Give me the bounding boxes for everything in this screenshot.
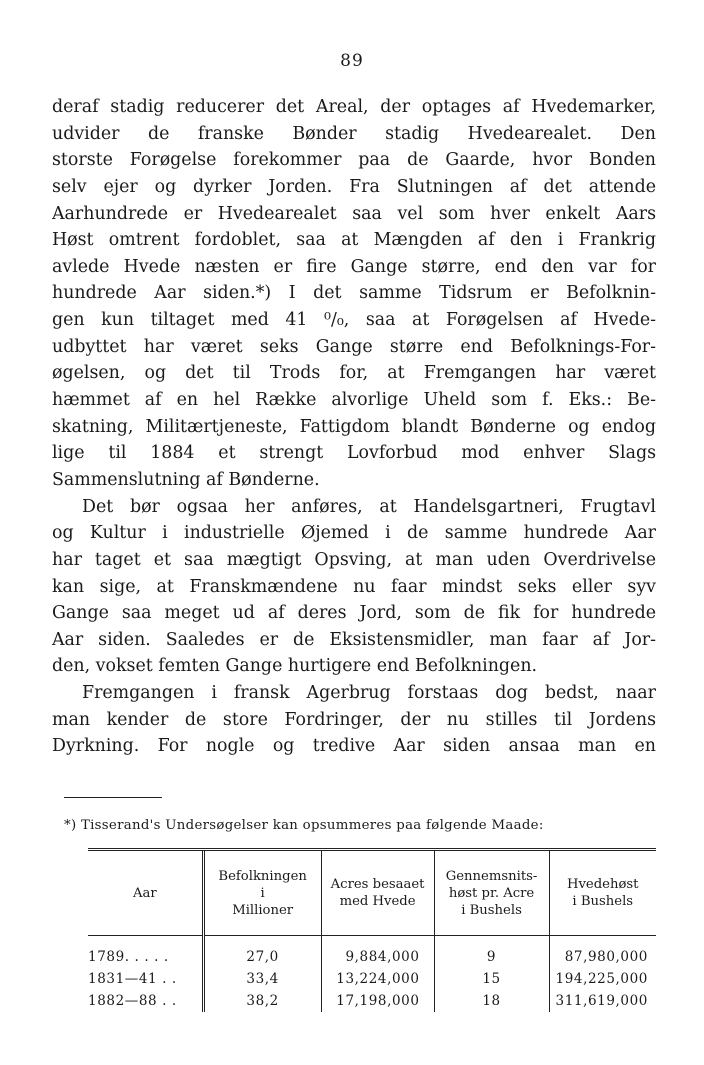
table-cell: 87,980,000: [549, 936, 656, 969]
table-cell: 15: [434, 968, 549, 990]
text-line: Aar siden. Saaledes er de Eksistensmidler, man faar af Jor-: [52, 629, 656, 650]
text-line: har taget et saa mægtigt Opsving, at man uden Overdrivelse: [52, 549, 656, 570]
body-text: [52, 94, 656, 760]
footnote-divider: [64, 797, 162, 798]
text-line: Dyrkning. For nogle og tredive Aar siden ansaa man en: [52, 736, 656, 757]
data-table: [88, 848, 656, 1012]
text-line: og Kultur i industrielle Øjemed i de samme hundrede Aar: [52, 523, 656, 544]
page-number: 89: [340, 51, 364, 71]
table-cell: 311,619,000: [549, 990, 656, 1012]
table-cell: 38,2: [203, 990, 321, 1012]
table-row: [88, 936, 656, 969]
table-cell: 194,225,000: [549, 968, 656, 990]
text-line: selv ejer og dyrker Jorden. Fra Slutningen af det attende: [52, 176, 656, 197]
text-line: lige til 1884 et strengt Lovforbud mod enhver Slags: [52, 443, 656, 464]
text-line: udvider de franske Bønder stadig Hvedearealet. Den: [52, 123, 656, 144]
text-line: storste Forøgelse forekommer paa de Gaarde, hvor Bonden: [52, 150, 656, 171]
footnote: *) Tisserand's Undersøgelser kan opsummeres paa følgende Maade:: [64, 818, 544, 833]
text-line: den, vokset femten Gange hurtigere end Befolkningen.: [52, 656, 538, 677]
text-line: avlede Hvede næsten er fire Gange større, end den var for: [52, 256, 656, 277]
table-cell: 9: [434, 936, 549, 969]
table-cell: 27,0: [203, 936, 321, 969]
text-line: Sammenslutning af Bønderne.: [52, 469, 320, 490]
header-cell: Aar: [133, 885, 157, 901]
header-cell: Hvedehøst i Bushels: [549, 851, 656, 936]
text-line: kan sige, at Franskmændene nu faar mindst seks eller syv: [52, 576, 656, 597]
text-line: Fremgangen i fransk Agerbrug forstaas dog bedst, naar: [82, 683, 656, 704]
table-row: [88, 968, 656, 990]
text-line: Gange saa meget ud af deres Jord, som de fik for hundrede: [52, 603, 656, 624]
table-cell: 1789. . . . .: [88, 949, 169, 965]
table-cell: 13,224,000: [321, 968, 434, 990]
header-cell: Befolkningen i Millioner: [203, 851, 321, 936]
table-cell: 17,198,000: [321, 990, 434, 1012]
text-line: Høst omtrent fordoblet, saa at Mængden af den i Frankrig: [52, 230, 656, 251]
text-line: hundrede Aar siden.*) I det samme Tidsrum er Befolknin-: [52, 283, 656, 304]
table-cell: 1831—41 . .: [88, 971, 177, 987]
text-line: man kender de store Fordringer, der nu stilles til Jordens: [52, 709, 656, 730]
text-line: Det bør ogsaa her anføres, at Handelsgartneri, Frugtavl: [82, 496, 656, 517]
text-line: udbyttet har været seks Gange større end Befolknings-For-: [52, 336, 656, 357]
text-line: Aarhundrede er Hvedearealet saa vel som hver enkelt Aars: [52, 203, 656, 224]
table-cell: 1882—88 . .: [88, 993, 177, 1009]
table-row: [88, 990, 656, 1012]
table-cell: 9,884,000: [321, 936, 434, 969]
table-cell: 18: [434, 990, 549, 1012]
text-line: øgelsen, og det til Trods for, at Fremgangen har været: [52, 363, 656, 384]
text-line: deraf stadig reducerer det Areal, der optages af Hvedemarker,: [52, 97, 656, 117]
table-cell: 33,4: [203, 968, 321, 990]
header-cell: Acres besaaet med Hvede: [321, 851, 434, 936]
text-line: gen kun tiltaget med 41 ⁰/₀, saa at Forøgelsen af Hvede-: [52, 310, 656, 331]
header-cell: Gennemsnits- høst pr. Acre i Bushels: [434, 851, 549, 936]
text-line: skatning, Militærtjeneste, Fattigdom blandt Bønderne og endog: [52, 416, 656, 437]
table-header-row: [88, 851, 656, 936]
text-line: hæmmet af en hel Række alvorlige Uheld som f. Eks.: Be-: [52, 390, 656, 411]
